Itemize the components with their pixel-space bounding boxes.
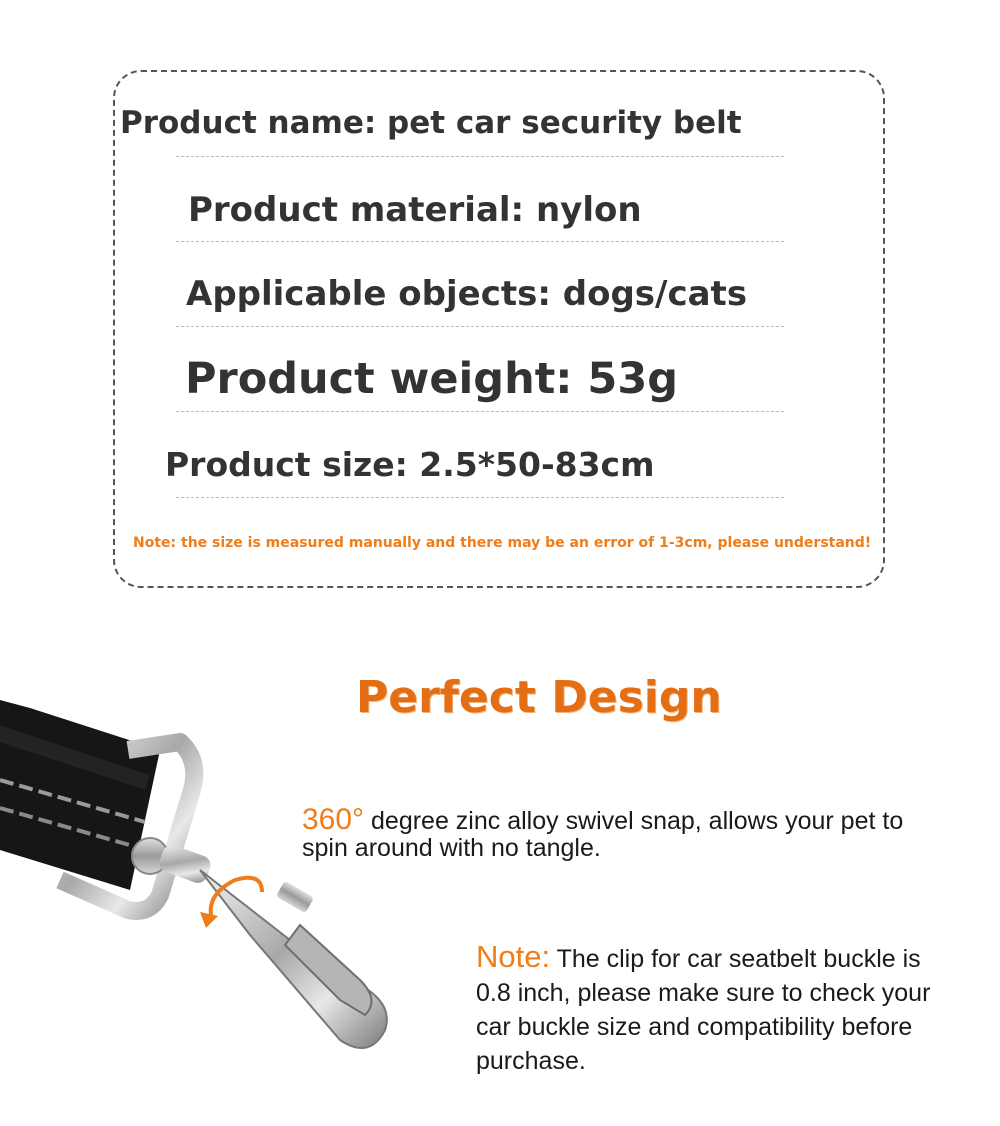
note-line-3: car buckle size and compatibility before (476, 1013, 913, 1041)
product-material-text: Product material: nylon (188, 190, 642, 230)
divider (176, 497, 784, 498)
note-line-1: The clip for car seatbelt buckle is (550, 945, 921, 973)
size-note-text: Note: the size is measured manually and there may be an error of 1-3cm, please understand! (133, 535, 872, 551)
swivel-line-2: spin around with no tangle. (302, 834, 601, 862)
product-size-text: Product size: 2.5*50-83cm (165, 445, 655, 484)
note-line-2: 0.8 inch, please make sure to check your (476, 979, 931, 1007)
product-weight-text: Product weight: 53g (185, 354, 679, 404)
spec-card (113, 70, 885, 588)
divider (176, 326, 784, 327)
divider (176, 241, 784, 242)
buckle-note (476, 940, 986, 1078)
product-name-text: Product name: pet car security belt (120, 105, 742, 141)
note-line-4: purchase. (476, 1047, 586, 1075)
note-accent: Note: (476, 939, 551, 974)
applicable-objects-text: Applicable objects: dogs/cats (186, 274, 748, 314)
degree-accent: 360° (302, 803, 365, 836)
divider (176, 156, 784, 157)
design-title: Perfect Design (356, 672, 722, 723)
leash-snap-hook-illustration (0, 680, 420, 1080)
swivel-line-1: degree zinc alloy swivel snap, allows your pet to (364, 807, 904, 835)
divider (176, 411, 784, 412)
swivel-description (302, 803, 982, 862)
